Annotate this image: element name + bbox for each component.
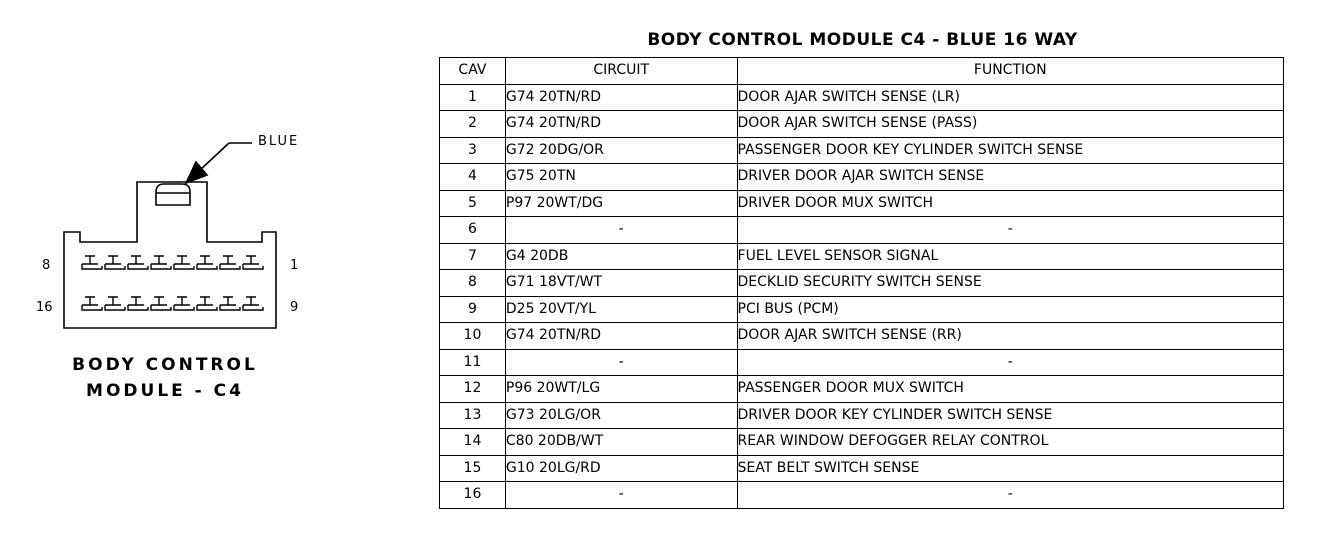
function-cell: DRIVER DOOR KEY CYLINDER SWITCH SENSE bbox=[737, 402, 1283, 429]
table-row bbox=[440, 190, 1284, 217]
terminal-cavity bbox=[174, 297, 194, 310]
circuit-cell: G73 20LG/OR bbox=[505, 402, 737, 429]
terminal-cavity bbox=[82, 256, 102, 269]
terminal-cavity bbox=[197, 256, 217, 269]
table-row bbox=[440, 111, 1284, 138]
table-row bbox=[440, 323, 1284, 350]
function-cell: DOOR AJAR SWITCH SENSE (LR) bbox=[737, 84, 1283, 111]
cav-cell: 7 bbox=[440, 243, 506, 270]
cav-cell: 12 bbox=[440, 376, 506, 403]
terminal-cavity bbox=[105, 297, 125, 310]
cav-cell: 8 bbox=[440, 270, 506, 297]
circuit-cell: G4 20DB bbox=[505, 243, 737, 270]
circuit-cell: G72 20DG/OR bbox=[505, 137, 737, 164]
table-title: BODY CONTROL MODULE C4 - BLUE 16 WAY bbox=[647, 30, 1078, 50]
function-cell: - bbox=[737, 349, 1283, 376]
function-cell: PASSENGER DOOR MUX SWITCH bbox=[737, 376, 1283, 403]
pin-label-bottom-right: 9 bbox=[290, 300, 299, 315]
function-cell: - bbox=[737, 217, 1283, 244]
terminal-cavity bbox=[151, 297, 171, 310]
connector-diagram bbox=[0, 0, 430, 542]
function-cell: REAR WINDOW DEFOGGER RELAY CONTROL bbox=[737, 429, 1283, 456]
cav-cell: 14 bbox=[440, 429, 506, 456]
pinout-table bbox=[439, 57, 1284, 509]
terminal-cavity bbox=[197, 297, 217, 310]
cav-cell: 1 bbox=[440, 84, 506, 111]
terminal-cavity bbox=[174, 256, 194, 269]
table-row bbox=[440, 137, 1284, 164]
table-row bbox=[440, 270, 1284, 297]
terminal-cavity bbox=[243, 256, 263, 269]
circuit-cell: - bbox=[505, 217, 737, 244]
function-cell: DRIVER DOOR MUX SWITCH bbox=[737, 190, 1283, 217]
table-row bbox=[440, 455, 1284, 482]
terminal-cavity bbox=[128, 297, 148, 310]
cav-cell: 13 bbox=[440, 402, 506, 429]
function-cell: FUEL LEVEL SENSOR SIGNAL bbox=[737, 243, 1283, 270]
circuit-cell: G74 20TN/RD bbox=[505, 84, 737, 111]
pin-label-top-left: 8 bbox=[42, 258, 51, 273]
circuit-cell: D25 20VT/YL bbox=[505, 296, 737, 323]
circuit-cell: P96 20WT/LG bbox=[505, 376, 737, 403]
circuit-cell: G75 20TN bbox=[505, 164, 737, 191]
terminal-cavity bbox=[128, 256, 148, 269]
cav-cell: 6 bbox=[440, 217, 506, 244]
connector-color-label: BLUE bbox=[258, 134, 300, 149]
cav-cell: 15 bbox=[440, 455, 506, 482]
cav-cell: 4 bbox=[440, 164, 506, 191]
cav-cell: 10 bbox=[440, 323, 506, 350]
pinout-table-body bbox=[440, 84, 1284, 508]
function-cell: DRIVER DOOR AJAR SWITCH SENSE bbox=[737, 164, 1283, 191]
table-row bbox=[440, 164, 1284, 191]
cav-cell: 16 bbox=[440, 482, 506, 509]
table-row bbox=[440, 376, 1284, 403]
circuit-cell: - bbox=[505, 349, 737, 376]
circuit-cell: G10 20LG/RD bbox=[505, 455, 737, 482]
circuit-cell: G74 20TN/RD bbox=[505, 323, 737, 350]
table-row bbox=[440, 243, 1284, 270]
cav-cell: 3 bbox=[440, 137, 506, 164]
cav-cell: 5 bbox=[440, 190, 506, 217]
function-cell: DOOR AJAR SWITCH SENSE (RR) bbox=[737, 323, 1283, 350]
table-row bbox=[440, 349, 1284, 376]
table-row bbox=[440, 296, 1284, 323]
cav-cell: 9 bbox=[440, 296, 506, 323]
terminal-cavity bbox=[220, 297, 240, 310]
table-header-row bbox=[440, 58, 1284, 85]
terminal-cavity bbox=[151, 256, 171, 269]
connector-latch bbox=[156, 184, 190, 205]
circuit-cell: G74 20TN/RD bbox=[505, 111, 737, 138]
connector-name-line1: BODY CONTROL bbox=[72, 355, 258, 375]
circuit-cell: - bbox=[505, 482, 737, 509]
table-row bbox=[440, 402, 1284, 429]
connector-name bbox=[60, 352, 270, 404]
terminal-cavity bbox=[220, 256, 240, 269]
function-cell: DOOR AJAR SWITCH SENSE (PASS) bbox=[737, 111, 1283, 138]
table-row bbox=[440, 84, 1284, 111]
terminal-cavity bbox=[243, 297, 263, 310]
table-row bbox=[440, 429, 1284, 456]
cav-cell: 2 bbox=[440, 111, 506, 138]
table-row bbox=[440, 482, 1284, 509]
circuit-cell: C80 20DB/WT bbox=[505, 429, 737, 456]
circuit-cell: P97 20WT/DG bbox=[505, 190, 737, 217]
cav-cell: 11 bbox=[440, 349, 506, 376]
header-cav: CAV bbox=[440, 58, 506, 85]
blue-callout-arrow bbox=[186, 143, 252, 183]
header-circuit: CIRCUIT bbox=[505, 58, 737, 85]
function-cell: PCI BUS (PCM) bbox=[737, 296, 1283, 323]
header-function: FUNCTION bbox=[737, 58, 1283, 85]
terminal-cavity bbox=[82, 297, 102, 310]
terminal-cavity bbox=[105, 256, 125, 269]
function-cell: PASSENGER DOOR KEY CYLINDER SWITCH SENSE bbox=[737, 137, 1283, 164]
pin-label-bottom-left: 16 bbox=[36, 300, 53, 315]
pin-label-top-right: 1 bbox=[290, 258, 299, 273]
function-cell: SEAT BELT SWITCH SENSE bbox=[737, 455, 1283, 482]
circuit-cell: G71 18VT/WT bbox=[505, 270, 737, 297]
function-cell: - bbox=[737, 482, 1283, 509]
function-cell: DECKLID SECURITY SWITCH SENSE bbox=[737, 270, 1283, 297]
table-row bbox=[440, 217, 1284, 244]
connector-name-line2: MODULE - C4 bbox=[86, 381, 244, 401]
terminal-cavities bbox=[82, 256, 263, 310]
connector-housing bbox=[64, 182, 276, 328]
